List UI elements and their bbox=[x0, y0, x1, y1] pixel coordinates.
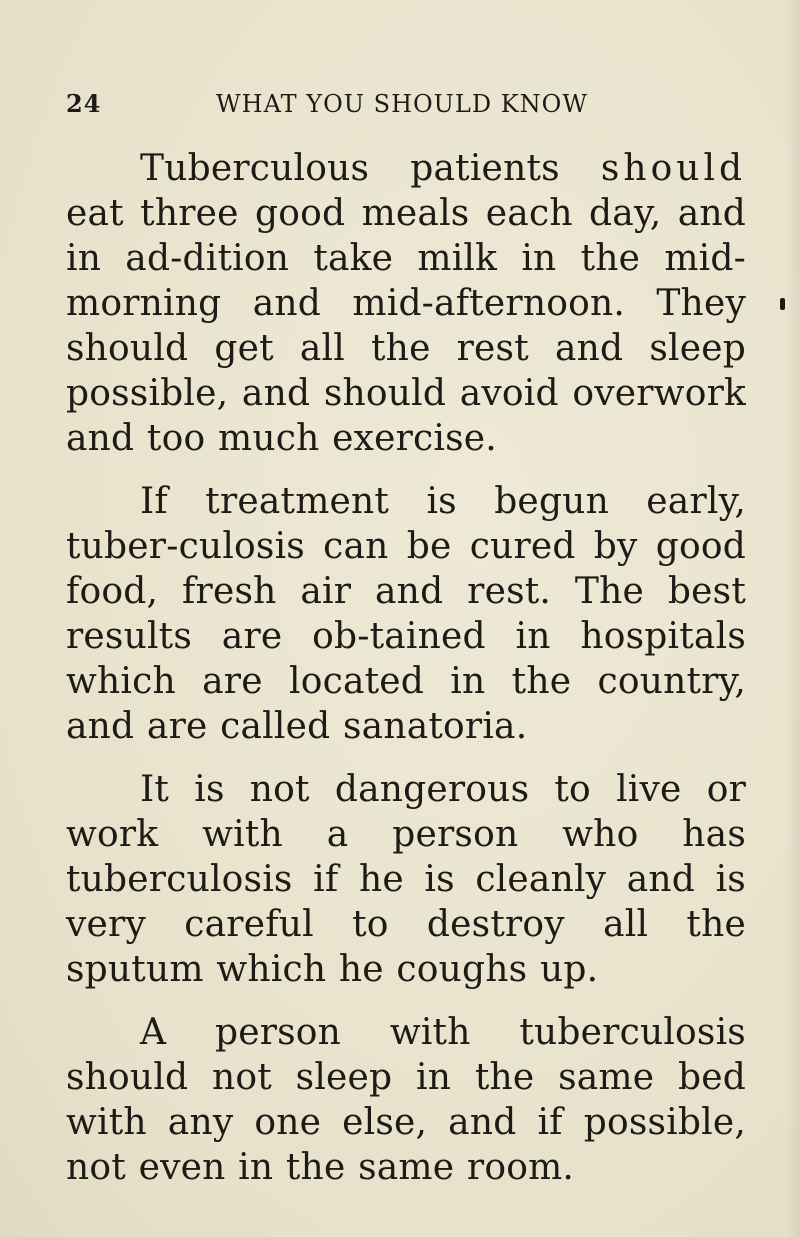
running-head: WHAT YOU SHOULD KNOW bbox=[216, 90, 588, 118]
paragraph-3: It is not dangerous to live or work with a person who has tuberculosis if he is cleanly and is very careful to destroy all the sputum which he coughs up. bbox=[66, 769, 746, 990]
paragraph-1-prefix: Tuberculous patients bbox=[140, 148, 601, 189]
paragraph-2: If treatment is begun early, tuber-culosis can be cured by good food, fresh air and rest. The best results are ob-tained in hospitals which are located in the country, and are called sanatoria. bbox=[66, 481, 746, 747]
paragraph-1 bbox=[66, 146, 746, 461]
page-number: 24 bbox=[66, 89, 102, 118]
page-edge-shadow bbox=[786, 0, 800, 1237]
body-text bbox=[66, 146, 746, 1208]
paragraph-1-emphasis: should bbox=[600, 148, 746, 189]
page-header bbox=[66, 84, 626, 124]
paragraph-4: A person with tuberculosis should not sleep in the same bed with any one else, and if possible, not even in the same room. bbox=[66, 1012, 746, 1188]
paragraph-1-rest: eat three good meals each day, and in ad-dition take milk in the mid-morning and mid-afternoon. They should get all the rest and sleep possible, and should avoid overwork and too much exercise. bbox=[66, 193, 746, 459]
margin-ink-mark bbox=[780, 298, 785, 310]
